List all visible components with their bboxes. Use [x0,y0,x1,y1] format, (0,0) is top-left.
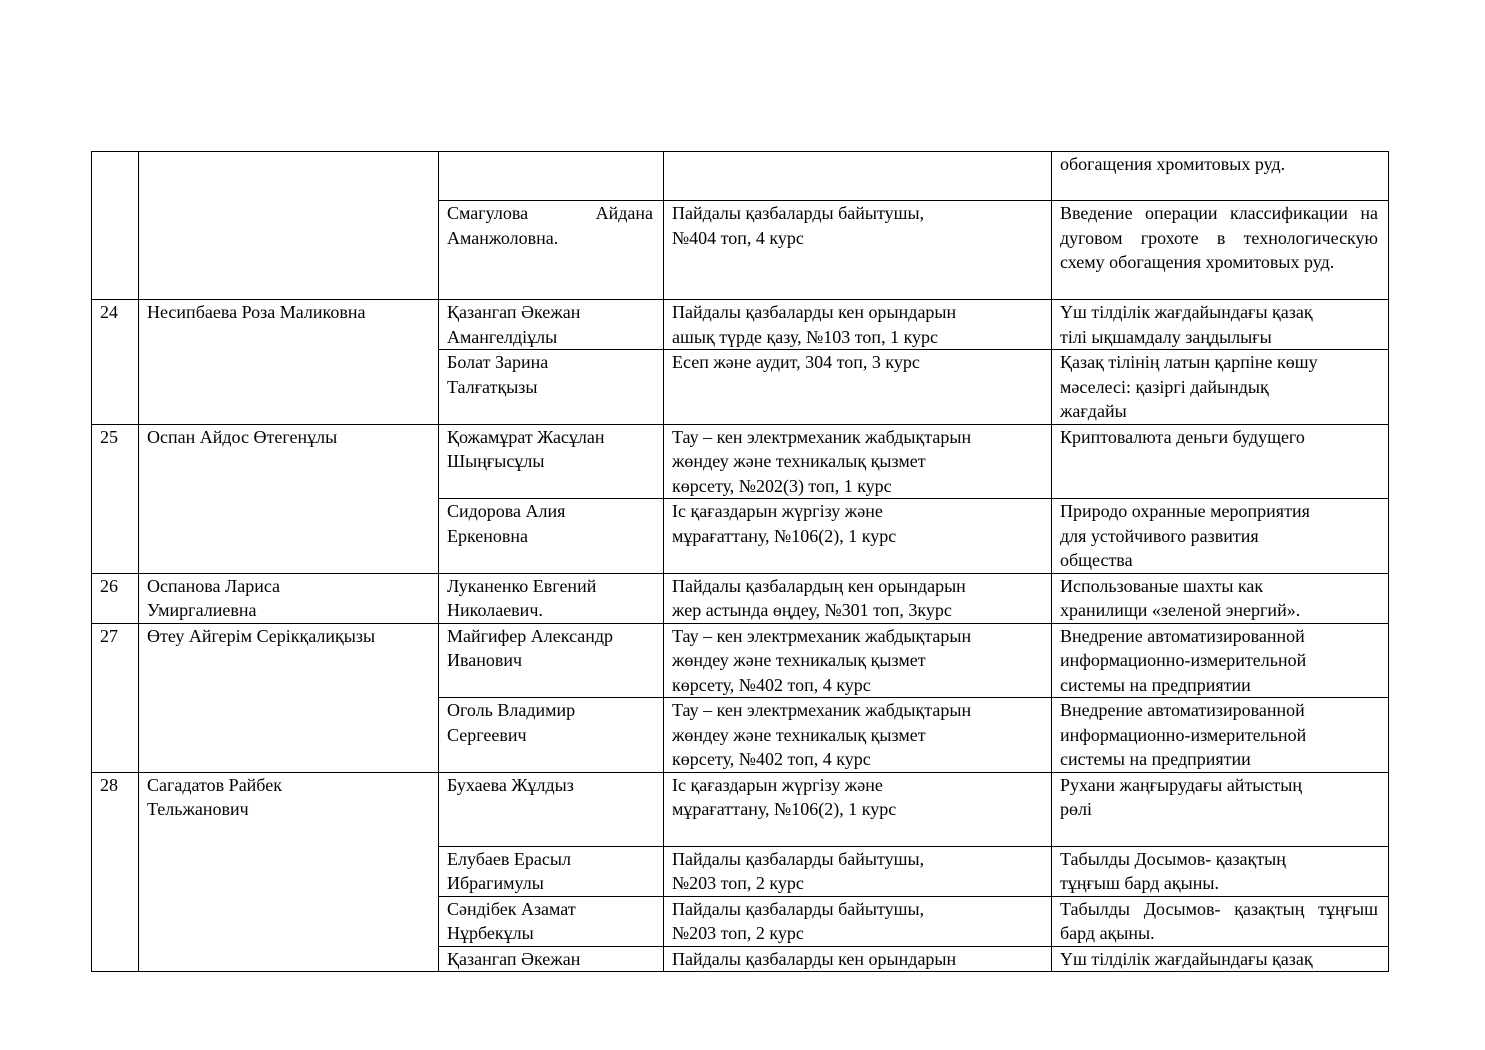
row-number-cell: 26 [92,573,139,623]
group-cell: Пайдалы қазбаларды байытушы, №203 топ, 2 курс [664,896,1052,946]
supervisor-cell [139,152,439,300]
topic-cell: Рухани жаңғырудағы айтыстың рөлі [1052,772,1389,846]
topic-cell: Үш тілділік жағдайындағы қазақ тілі ықшамдалу заңдылығы [1052,300,1389,350]
supervisors-table [91,151,1389,972]
row-number-cell: 25 [92,424,139,573]
student-cell: Қазангап Әкежан [439,946,664,972]
student-cell [439,152,664,201]
supervisor-cell: Сагадатов Райбек Тельжанович [139,772,439,972]
group-cell: Іс қағаздарын жүргізу және мұрағаттану, №106(2), 1 курс [664,499,1052,574]
table-row [92,573,1389,623]
student-cell: Қазангап Әкежан Амангелдіұлы [439,300,664,350]
group-cell: Пайдалы қазбаларды кен орындарын [664,946,1052,972]
topic-cell: Внедрение автоматизированной информационно-измерительной системы на предприятии [1052,698,1389,773]
topic-cell: Использованые шахты как хранилищи «зеленой энергий». [1052,573,1389,623]
table-row [92,424,1389,499]
student-cell: Қожамұрат Жасұлан Шыңғысұлы [439,424,664,499]
row-number-cell: 27 [92,623,139,772]
group-cell: Пайдалы қазбаларды кен орындарын ашық түрде қазу, №103 топ, 1 курс [664,300,1052,350]
student-cell: Смагулова Айдана Аманжоловна. [439,201,664,300]
topic-cell: Криптовалюта деньги будущего [1052,424,1389,499]
row-number-cell: 24 [92,300,139,425]
group-cell: Тау – кен электрмеханик жабдықтарын жөндеу және техникалық қызмет көрсету, №202(3) топ, 1 курс [664,424,1052,499]
student-cell: Бухаева Жұлдыз [439,772,664,846]
table-row [92,300,1389,350]
group-cell: Пайдалы қазбаларды байытушы, №404 топ, 4 курс [664,201,1052,300]
topic-cell: Табылды Досымов- қазақтың тұңғыш бард ақыны. [1052,846,1389,896]
student-cell: Майгифер Александр Иванович [439,623,664,698]
topic-cell: Внедрение автоматизированной информационно-измерительной системы на предприятии [1052,623,1389,698]
student-cell: Луканенко Евгений Николаевич. [439,573,664,623]
supervisor-cell: Несипбаева Роза Маликовна [139,300,439,425]
topic-cell: Үш тілділік жағдайындағы қазақ [1052,946,1389,972]
topic-cell: Природо охранные мероприятия для устойчивого развития общества [1052,499,1389,574]
group-cell: Тау – кен электрмеханик жабдықтарын жөндеу және техникалық қызмет көрсету, №402 топ, 4 курс [664,698,1052,773]
table-row [92,772,1389,846]
table-row [92,623,1389,698]
supervisor-cell: Оспанова Лариса Умиргалиевна [139,573,439,623]
supervisor-cell: Өтеу Айгерім Серікқалиқызы [139,623,439,772]
student-cell: Сәндібек Азамат Нұрбекұлы [439,896,664,946]
student-cell: Оголь Владимир Сергеевич [439,698,664,773]
row-number-cell [92,152,139,300]
group-cell [664,152,1052,201]
student-cell: Сидорова Алия Еркеновна [439,499,664,574]
group-cell: Пайдалы қазбалардың кен орындарын жер астында өңдеу, №301 топ, 3курс [664,573,1052,623]
topic-cell: Қазақ тілінің латын қарпіне көшу мәселесі: қазіргі дайындық жағдайы [1052,350,1389,425]
table-row [92,152,1389,201]
group-cell: Іс қағаздарын жүргізу және мұрағаттану, №106(2), 1 курс [664,772,1052,846]
supervisor-cell: Оспан Айдос Өтегенұлы [139,424,439,573]
student-cell: Елубаев Ерасыл Ибрагимулы [439,846,664,896]
row-number-cell: 28 [92,772,139,972]
topic-cell: Табылды Досымов- қазақтың тұңғыш бард ақыны. [1052,896,1389,946]
topic-cell: Введение операции классификации на дуговом грохоте в технологическую схему обогащения хромитовых руд. [1052,201,1389,300]
group-cell: Пайдалы қазбаларды байытушы, №203 топ, 2 курс [664,846,1052,896]
group-cell: Тау – кен электрмеханик жабдықтарын жөндеу және техникалық қызмет көрсету, №402 топ, 4 курс [664,623,1052,698]
student-cell: Болат Зарина Талғатқызы [439,350,664,425]
topic-cell: обогащения хромитовых руд. [1052,152,1389,201]
group-cell: Есеп және аудит, 304 топ, 3 курс [664,350,1052,425]
